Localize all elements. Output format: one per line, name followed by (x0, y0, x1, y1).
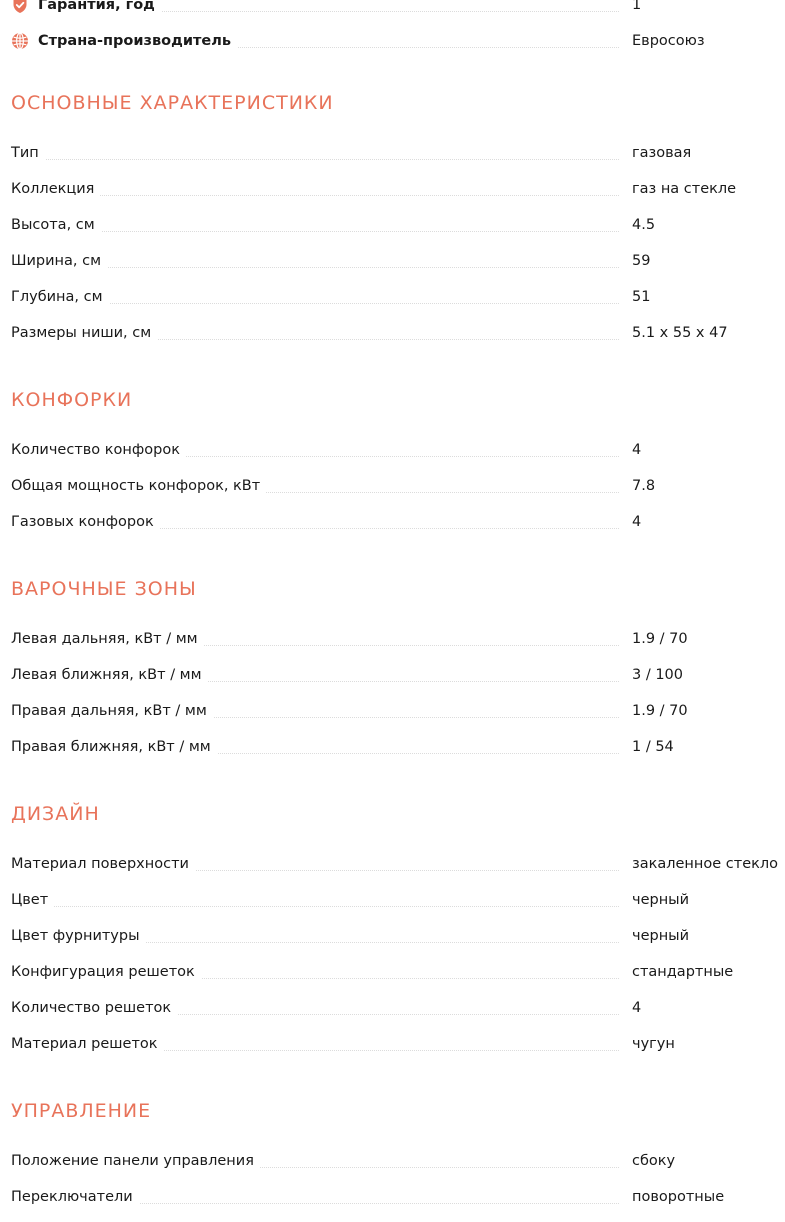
spec-row (11, 243, 785, 279)
section-title-burners: КОНФОРКИ (11, 389, 133, 411)
spec-value: 3 / 100 (632, 667, 684, 683)
spec-row (11, 954, 785, 990)
spec-label: Страна-производитель (38, 33, 232, 49)
spec-row (11, 1179, 785, 1215)
spec-value: 1 / 54 (632, 739, 674, 755)
spec-row (11, 468, 785, 504)
spec-list-controls (11, 1143, 785, 1215)
spec-label: Левая дальняя, кВт / мм (11, 631, 204, 647)
spec-label: Правая ближняя, кВт / мм (11, 739, 217, 755)
spec-row (11, 846, 785, 882)
spec-label: Правая дальняя, кВт / мм (11, 703, 213, 719)
spec-row (11, 882, 785, 918)
spec-list-burners (11, 432, 785, 540)
spec-value: закаленное стекло (632, 856, 779, 872)
spec-label: Переключатели (11, 1189, 139, 1205)
spec-row (11, 432, 785, 468)
spec-value: 4 (632, 514, 642, 530)
spec-label: Общая мощность конфорок, кВт (11, 478, 266, 494)
spec-list-cooking-zones (11, 621, 785, 765)
globe-icon (11, 32, 29, 50)
spec-label: Гарантия, год (38, 0, 155, 13)
spec-value: газовая (632, 145, 692, 161)
spec-row (11, 207, 785, 243)
spec-label: Левая ближняя, кВт / мм (11, 667, 208, 683)
spec-value: поворотные (632, 1189, 725, 1205)
spec-label: Размеры ниши, см (11, 325, 157, 341)
spec-list-main (11, 135, 785, 351)
section-title-controls: УПРАВЛЕНИЕ (11, 1100, 152, 1122)
spec-value: 59 (632, 253, 651, 269)
dotted-leader (11, 906, 619, 907)
dotted-leader (11, 195, 619, 196)
section-title-main: ОСНОВНЫЕ ХАРАКТЕРИСТИКИ (11, 92, 334, 114)
dotted-leader (11, 159, 619, 160)
spec-value: 5.1 x 55 x 47 (632, 325, 728, 341)
spec-row (11, 171, 785, 207)
spec-value: газ на стекле (632, 181, 737, 197)
spec-row (11, 693, 785, 729)
spec-value: 4.5 (632, 217, 656, 233)
spec-label: Коллекция (11, 181, 100, 197)
spec-list-design (11, 846, 785, 1062)
spec-row-warranty (11, 0, 785, 23)
spec-label: Глубина, см (11, 289, 109, 305)
spec-row (11, 990, 785, 1026)
spec-value: стандартные (632, 964, 734, 980)
spec-value: 1.9 / 70 (632, 631, 688, 647)
spec-row (11, 279, 785, 315)
spec-label: Материал решеток (11, 1036, 164, 1052)
spec-label: Тип (11, 145, 45, 161)
spec-row (11, 918, 785, 954)
spec-value: 4 (632, 442, 642, 458)
spec-label: Конфигурация решеток (11, 964, 201, 980)
spec-value: 1 (632, 0, 642, 13)
dotted-leader (11, 231, 619, 232)
spec-row (11, 1143, 785, 1179)
spec-label: Положение панели управления (11, 1153, 260, 1169)
spec-label: Газовых конфорок (11, 514, 160, 530)
spec-value: чугун (632, 1036, 675, 1052)
spec-row (11, 657, 785, 693)
spec-label: Ширина, см (11, 253, 107, 269)
spec-row (11, 504, 785, 540)
spec-row (11, 135, 785, 171)
spec-label: Цвет фурнитуры (11, 928, 146, 944)
spec-value: 1.9 / 70 (632, 703, 688, 719)
spec-row (11, 315, 785, 351)
spec-value: черный (632, 928, 690, 944)
spec-value: сбоку (632, 1153, 676, 1169)
spec-label: Количество конфорок (11, 442, 186, 458)
spec-value: черный (632, 892, 690, 908)
spec-row (11, 729, 785, 765)
section-title-design: ДИЗАЙН (11, 803, 100, 825)
spec-sheet (11, 0, 785, 1215)
spec-value: Евросоюз (632, 33, 705, 49)
spec-row-country (11, 23, 785, 59)
check-shield-icon (11, 0, 29, 14)
spec-label: Количество решеток (11, 1000, 177, 1016)
spec-value: 7.8 (632, 478, 656, 494)
spec-value: 4 (632, 1000, 642, 1016)
spec-row (11, 621, 785, 657)
spec-label: Высота, см (11, 217, 101, 233)
spec-value: 51 (632, 289, 651, 305)
spec-row (11, 1026, 785, 1062)
spec-label: Цвет (11, 892, 54, 908)
section-title-cooking-zones: ВАРОЧНЫЕ ЗОНЫ (11, 578, 197, 600)
spec-label: Материал поверхности (11, 856, 195, 872)
